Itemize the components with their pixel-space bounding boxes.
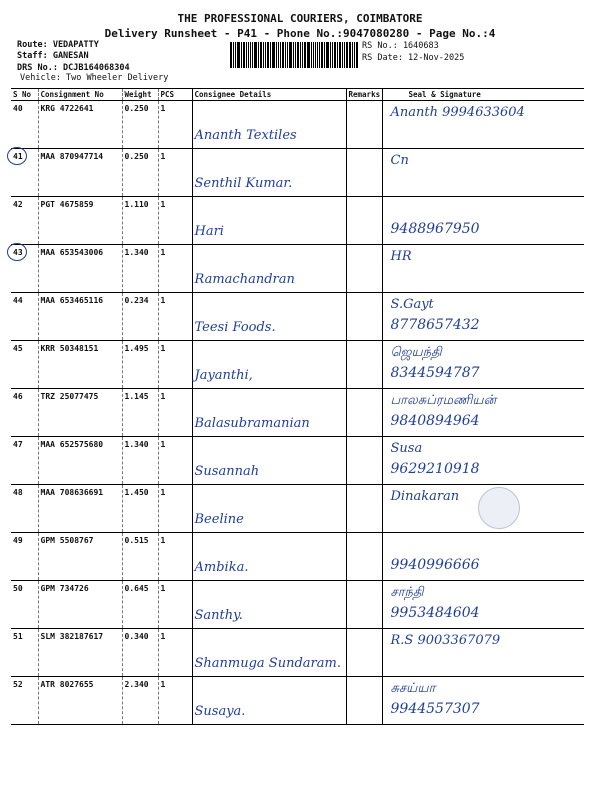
phone-handwriting: 8778657432 (390, 317, 480, 333)
barcode-bar (260, 42, 262, 68)
col-consignee: Consignee Details (192, 89, 346, 101)
consignee-handwriting: Hari (194, 224, 224, 239)
barcode-bar (334, 42, 336, 68)
row-pcs: 1 (158, 629, 192, 677)
table-row (11, 293, 584, 341)
drs-number: DRS No.: DCJB164068304 (17, 63, 130, 73)
row-pcs: 1 (158, 101, 192, 149)
col-weight: Weight (122, 89, 158, 101)
barcode-bar (344, 42, 345, 68)
row-consignment: MAA 653543006 (38, 245, 122, 293)
row-pcs: 1 (158, 245, 192, 293)
row-consignment: KRR 50348151 (38, 341, 122, 389)
row-weight: 1.340 (122, 437, 158, 485)
consignee-handwriting: Teesi Foods. (194, 320, 276, 335)
row-seal-signature (382, 149, 584, 197)
barcode-bar (252, 42, 253, 68)
row-consignee (192, 341, 346, 389)
phone-handwriting: 9944557307 (390, 701, 480, 717)
row-remarks (346, 629, 382, 677)
barcode-bar (324, 42, 325, 68)
row-consignment: GPM 734726 (38, 581, 122, 629)
barcode-bar (321, 42, 323, 68)
row-pcs: 1 (158, 677, 192, 725)
row-seal-signature (382, 389, 584, 437)
barcode-bar (356, 42, 358, 68)
row-sno (11, 677, 38, 725)
barcode-bar (297, 42, 299, 68)
signature-handwriting: ஜெயந்தி (390, 345, 442, 360)
barcode-bar (285, 42, 286, 68)
row-consignee (192, 197, 346, 245)
runsheet-table (11, 88, 584, 725)
barcode-bar (272, 42, 275, 68)
company-title: THE PROFESSIONAL COURIERS, COIMBATORE (177, 12, 423, 25)
row-consignee (192, 629, 346, 677)
barcode-bar (241, 42, 242, 68)
table-row (11, 629, 584, 677)
barcode-bar (267, 42, 269, 68)
sno-value: 42 (13, 200, 23, 209)
row-weight: 0.234 (122, 293, 158, 341)
sno-value: 40 (13, 104, 23, 113)
row-consignee (192, 101, 346, 149)
row-sno (11, 629, 38, 677)
barcode-bar (302, 42, 303, 68)
phone-handwriting: 9629210918 (390, 461, 480, 477)
signature-handwriting: சுசய்யா (390, 681, 436, 696)
row-consignment: MAA 708636691 (38, 485, 122, 533)
row-consignment: ATR 8027655 (38, 677, 122, 725)
barcode-bar (254, 42, 257, 68)
row-pcs: 1 (158, 341, 192, 389)
row-seal-signature (382, 581, 584, 629)
sno-value: 41 (13, 152, 23, 161)
seal-stamp (478, 487, 520, 529)
row-consignee (192, 245, 346, 293)
phone-handwriting: 8344594787 (390, 365, 480, 381)
barcode-bar (332, 42, 333, 68)
sno-value: 46 (13, 392, 23, 401)
row-consignment: MAA 870947714 (38, 149, 122, 197)
barcode-bar (307, 42, 310, 68)
barcode-bar (287, 42, 288, 68)
row-consignee (192, 677, 346, 725)
barcode-bar (315, 42, 317, 68)
row-remarks (346, 245, 382, 293)
row-sno (11, 389, 38, 437)
route-label: Route: VEDAPATTY (17, 40, 99, 50)
row-pcs: 1 (158, 485, 192, 533)
row-pcs: 1 (158, 197, 192, 245)
barcode-bar (317, 42, 318, 68)
barcode-bar (248, 42, 249, 68)
row-pcs: 1 (158, 437, 192, 485)
consignee-handwriting: Balasubramanian (194, 416, 310, 431)
row-sno (11, 341, 38, 389)
row-seal-signature (382, 677, 584, 725)
barcode-bar (354, 42, 355, 68)
row-remarks (346, 149, 382, 197)
row-consignee (192, 437, 346, 485)
barcode-bar (295, 42, 296, 68)
table-row (11, 581, 584, 629)
barcode (230, 42, 358, 68)
barcode-bar (346, 42, 349, 68)
barcode-bar (339, 42, 341, 68)
barcode-bar (311, 42, 312, 68)
row-sno (11, 485, 38, 533)
row-consignment: SLM 382187617 (38, 629, 122, 677)
row-weight: 1.450 (122, 485, 158, 533)
sno-value: 49 (13, 536, 23, 545)
row-weight: 1.340 (122, 245, 158, 293)
row-seal-signature (382, 437, 584, 485)
phone-handwriting: 9488967950 (390, 221, 480, 237)
sno-value: 51 (13, 632, 23, 641)
row-remarks (346, 293, 382, 341)
phone-handwriting: 9953484604 (390, 605, 480, 621)
barcode-bar (293, 42, 294, 68)
row-weight: 1.495 (122, 341, 158, 389)
table-header-row (11, 89, 584, 101)
col-sno: S No (11, 89, 38, 101)
row-weight: 2.340 (122, 677, 158, 725)
consignee-handwriting: Susannah (194, 464, 260, 479)
row-consignment: MAA 652575680 (38, 437, 122, 485)
circle-mark (7, 243, 27, 261)
barcode-bar (304, 42, 306, 68)
barcode-bar (326, 42, 329, 68)
consignee-handwriting: Beeline (194, 512, 244, 527)
row-remarks (346, 437, 382, 485)
row-pcs: 1 (158, 149, 192, 197)
row-weight: 0.250 (122, 149, 158, 197)
row-consignee (192, 293, 346, 341)
consignee-handwriting: Ananth Textiles (194, 128, 297, 143)
signature-handwriting: சாந்தி (390, 585, 424, 600)
row-consignment: PGT 4675859 (38, 197, 122, 245)
staff-label: Staff: GANESAN (17, 51, 89, 61)
row-remarks (346, 341, 382, 389)
signature-handwriting: Susa (390, 441, 423, 456)
signature-handwriting: HR (390, 249, 412, 264)
sno-value: 47 (13, 440, 23, 449)
row-consignment: TRZ 25077475 (38, 389, 122, 437)
row-seal-signature (382, 245, 584, 293)
row-seal-signature (382, 629, 584, 677)
barcode-bar (319, 42, 320, 68)
row-weight: 0.340 (122, 629, 158, 677)
signature-handwriting: Ananth 9994633604 (390, 105, 525, 120)
row-seal-signature (382, 533, 584, 581)
row-pcs: 1 (158, 293, 192, 341)
consignee-handwriting: Senthil Kumar. (194, 176, 293, 191)
row-consignee (192, 581, 346, 629)
row-sno (11, 149, 38, 197)
barcode-bar (342, 42, 343, 68)
row-remarks (346, 533, 382, 581)
table-row (11, 197, 584, 245)
col-consignment: Consignment No (38, 89, 122, 101)
signature-handwriting: S.Gayt (390, 297, 434, 312)
barcode-bar (250, 42, 251, 68)
barcode-bar (243, 42, 245, 68)
row-sno (11, 533, 38, 581)
row-seal-signature (382, 101, 584, 149)
table-row (11, 101, 584, 149)
sno-value: 52 (13, 680, 23, 689)
row-remarks (346, 389, 382, 437)
consignee-handwriting: Santhy. (194, 608, 243, 623)
row-pcs: 1 (158, 581, 192, 629)
runsheet-title: Delivery Runsheet - P41 - Phone No.:9047080280 - Page No.:4 (104, 27, 496, 40)
signature-handwriting: Cn (390, 153, 409, 168)
col-seal-signature: Seal & Signature (382, 89, 584, 101)
row-seal-signature (382, 197, 584, 245)
row-remarks (346, 677, 382, 725)
row-sno (11, 437, 38, 485)
sno-value: 43 (13, 248, 23, 257)
signature-handwriting: R.S 9003367079 (390, 633, 501, 648)
row-seal-signature (382, 485, 584, 533)
consignee-handwriting: Shanmuga Sundaram. (194, 656, 341, 671)
consignee-handwriting: Ramachandran (194, 272, 295, 287)
row-consignee (192, 533, 346, 581)
consignee-handwriting: Susaya. (194, 704, 246, 719)
row-remarks (346, 197, 382, 245)
phone-handwriting: 9940996666 (390, 557, 480, 573)
barcode-bar (270, 42, 271, 68)
row-consignment: GPM 5508767 (38, 533, 122, 581)
signature-handwriting: Dinakaran (390, 489, 460, 504)
row-consignment: KRG 4722641 (38, 101, 122, 149)
barcode-bar (230, 42, 232, 68)
sno-value: 50 (13, 584, 23, 593)
barcode-bar (337, 42, 338, 68)
barcode-bar (237, 42, 240, 68)
barcode-bar (282, 42, 284, 68)
consignee-handwriting: Ambika. (194, 560, 249, 575)
row-weight: 0.645 (122, 581, 158, 629)
table-row (11, 677, 584, 725)
col-remarks: Remarks (346, 89, 382, 101)
row-sno (11, 197, 38, 245)
barcode-bar (300, 42, 301, 68)
table-row (11, 149, 584, 197)
sno-value: 45 (13, 344, 23, 353)
table-row (11, 341, 584, 389)
row-remarks (346, 581, 382, 629)
rs-number: RS No.: 1640683 (362, 41, 439, 51)
row-sno (11, 101, 38, 149)
table-row (11, 389, 584, 437)
row-sno (11, 581, 38, 629)
row-remarks (346, 101, 382, 149)
row-pcs: 1 (158, 533, 192, 581)
sno-value: 48 (13, 488, 23, 497)
row-weight: 0.515 (122, 533, 158, 581)
barcode-bar (263, 42, 264, 68)
barcode-bar (349, 42, 351, 68)
barcode-bar (278, 42, 279, 68)
row-remarks (346, 485, 382, 533)
barcode-bar (265, 42, 266, 68)
row-weight: 0.250 (122, 101, 158, 149)
barcode-bar (233, 42, 234, 68)
table-row (11, 533, 584, 581)
row-weight: 1.110 (122, 197, 158, 245)
barcode-bar (330, 42, 331, 68)
barcode-bar (235, 42, 236, 68)
table-row (11, 485, 584, 533)
phone-handwriting: 9840894964 (390, 413, 480, 429)
table-row (11, 437, 584, 485)
signature-handwriting: பாலசுப்ரமணியன் (390, 393, 497, 408)
row-sno (11, 293, 38, 341)
row-sno (11, 245, 38, 293)
barcode-bar (246, 42, 248, 68)
barcode-bar (352, 42, 353, 68)
row-pcs: 1 (158, 389, 192, 437)
rs-date: RS Date: 12-Nov-2025 (362, 53, 465, 63)
barcode-bar (258, 42, 259, 68)
row-consignee (192, 389, 346, 437)
row-consignee (192, 485, 346, 533)
row-consignment: MAA 653465116 (38, 293, 122, 341)
row-seal-signature (382, 293, 584, 341)
col-pcs: PCS (158, 89, 192, 101)
barcode-bar (313, 42, 314, 68)
circle-mark (7, 147, 27, 165)
row-weight: 1.145 (122, 389, 158, 437)
vehicle-label: Vehicle: Two Wheeler Delivery (20, 73, 169, 83)
table-row (11, 245, 584, 293)
barcode-bar (276, 42, 277, 68)
row-seal-signature (382, 341, 584, 389)
barcode-bar (280, 42, 282, 68)
consignee-handwriting: Jayanthi, (194, 368, 253, 383)
barcode-bar (289, 42, 292, 68)
sno-value: 44 (13, 296, 23, 305)
row-consignee (192, 149, 346, 197)
